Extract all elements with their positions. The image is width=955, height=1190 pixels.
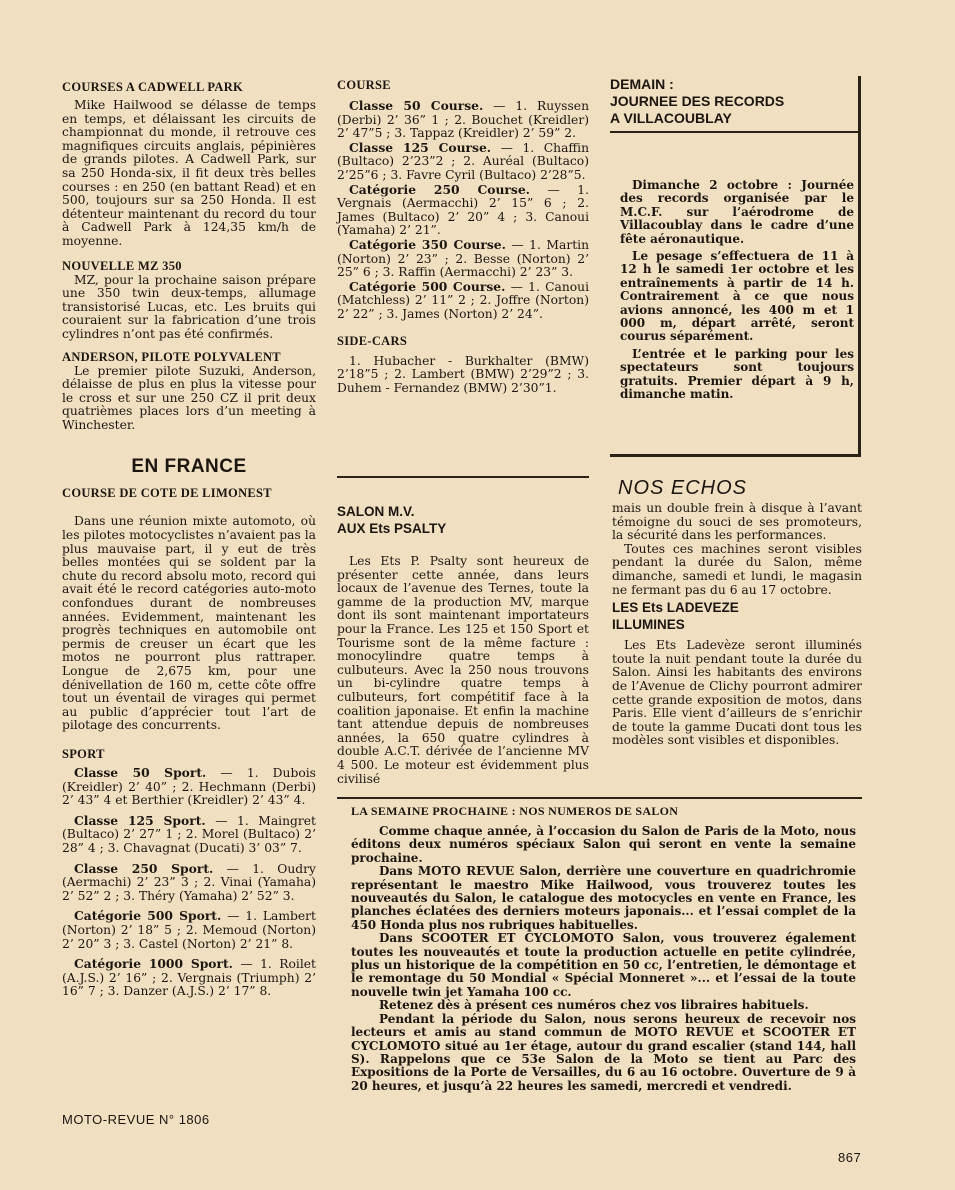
course-result: Classe 125 Course. — 1. Chaffin (Bultaco) 2’23”2 ; 2. Auréal (Bultaco) 2’25”6 ; 3. Favre Cyril (Bultaco) 2’28”5. [337,139,589,182]
sport-result: Classe 50 Sport. — 1. Dubois (Kreidler) 2’ 40” ; 2. Hechmann (Derbi) 2’ 43” 4 et Berthier (Kreidler) 2’ 43” 4. [62,764,316,808]
sidecars-heading: SIDE-CARS [337,333,408,348]
course-result: Catégorie 500 Course. — 1. Canoui (Matchless) 2’ 11” 2 ; 2. Joffre (Norton) 2’ 22” ; 3. James (Norton) 2’ 24”. [337,278,590,321]
demain-p2: Le pesage s’effectuera de 11 à 12 h le samedi 1er octobre et les entraînements à partir de 14 h. Contrairement à ce que nous avions annoncé, les 400 m et 1 000 m, départ arrêté, seront courus séparément. [620,249,854,344]
ladeveze-heading-2: ILLUMINES [612,617,685,633]
limonest-heading: COURSE DE COTE DE LIMONEST [62,486,272,501]
sport-result: Catégorie 1000 Sport. — 1. Roilet (A.J.S.) 2’ 16” ; 2. Vergnais (Triumph) 2’ 16” 7 ; 3. Danzer (A.J.S.) 2’ 17” 8. [62,956,316,999]
anderson-heading: ANDERSON, PILOTE POLYVALENT [62,349,281,364]
magazine-footer: MOTO-REVUE N° 1806 [62,1112,210,1127]
echos-p2: Toutes ces machines seront visibles pendant la durée du Salon, même dimanche, samedi et lundi, le magasin ne fermant pas du 6 au 17 octobre. [612,541,862,597]
salon-heading-2: AUX Ets PSALTY [337,521,447,536]
anderson-text: Le premier pilote Suzuki, Anderson, délaisse de plus en plus la vitesse pour le cross et sur une 250 CZ il prit deux quatrièmes places lors d’un meeting à Winchester. [62,363,316,432]
semaine-p4: Retenez dès à présent ces numéros chez vos libraires habituels. [379,998,809,1013]
sport-result: Catégorie 500 Sport. — 1. Lambert (Norton) 2’ 18” 5 ; 2. Memoud (Norton) 2’ 20” 3 ; 3. Castel (Norton) 2’ 21” 8. [62,908,316,951]
cadwell-text: Mike Hailwood se délasse de temps en temps, et délaissant les circuits de championnat du monde, il retrouve ces magnifiques circuits anglais, pépinières de grands pilotes. A Cadwell Park, sur sa 250 Honda-six, il fit deux très belles courses : en 250 (en battant Read) et en 500, toujours sur sa 250 Honda. Il est détenteur maintenant du record du tour à Cadwell Park à 124,35 km/h de moyenne. [62,98,316,248]
semaine-p5: Pendant la période du Salon, nous serons heureux de recevoir nos lecteurs et amis au stand commun de MOTO REVUE et SCOOTER ET CYCLOMOTO situé au 1er étage, autour du grand escalier (stand 144, hall S). Rappelons que ce 53e Salon de la Moto se tient au Parc des Expositions de la Porte de Versailles, du 6 au 16 octobre. Ouverture de 9 à 20 heures, et jusqu’à 22 heures les samedi, mercredi et vendredi. [351,1011,856,1093]
ladeveze-heading-1: LES Ets LADEVEZE [612,600,739,616]
demain-body [610,133,858,402]
limonest-text: Dans une réunion mixte automoto, où les pilotes motocyclistes n’avaient pas la plus mauvaise part, il y eut de très belles montées qui se soldent par la chute du record absolu moto, record qui avait été le record catégories auto-moto confondues durant de nombreuses années. Evidemment, maintenant les progrès techniques en automobile ont permis de creuser un écart que les motos ne pourront plus rattraper. Longue de 2,675 km, pour une dénivellation de 160 m, cette côte offre tout un éventail de virages qui permet au public d’apprécier tout l’art de pilotage des concurrents. [62,514,316,733]
salon-mv-article [337,503,589,786]
course-heading: COURSE [337,78,391,92]
column-left [62,80,316,999]
course-result: Catégorie 250 Course. — 1. Vergnais (Aermacchi) 2’ 15” 6 ; 2. James (Bultaco) 2’ 20” 4 ; 3. Canoui (Yamaha) 2’ 21”. [337,181,589,238]
echos-p1: mais un double frein à disque à l’avant témoigne du souci de ses promoteurs, la sécurité dans les performances. [612,501,862,543]
demain-heading-1: DEMAIN : [610,76,674,92]
semaine-p3: Dans SCOOTER ET CYCLOMOTO Salon, vous trouverez également toutes les nouveautés et toute la production actuelle en petite cylindrée, plus un historique de la compétition en 50 cc, l’entretien, le démontage et le remontage du 50 Mondial « Spécial Monneret »... et l’essai de la toute nouvelle twin jet Yamaha 100 cc. [351,931,856,999]
mz-heading: NOUVELLE MZ 350 [62,258,182,273]
sport-result: Classe 250 Sport. — 1. Oudry (Aermachi) 2’ 23” 3 ; 2. Vinai (Yamaha) 2’ 52” 2 ; 3. Théry (Yamaha) 2’ 52” 3. [62,860,316,903]
page-number: 867 [838,1150,862,1165]
sport-results [62,766,316,999]
salon-text: Les Ets P. Psalty sont heureux de présenter cette année, dans leurs locaux de l’avenue des Ternes, toute la gamme de la production MV, marque dont ils sont maintenant importateurs pour la France. Les 125 et 150 Sport et Tourisme sont de la même facture : monocylindre quatre temps à culbuteurs. Avec la 250 nous trouvons un bi-cylindre quatre temps à culbuteurs, fort compétitif face à la coalition japonaise. Et enfin la machine tant attendue depuis de nombreuses années, la 650 quatre cylindres à double A.C.T. dérivée de l’ancienne MV 4 500. Le moteur est évidemment plus civilisé [337,554,589,786]
demain-p1: Dimanche 2 octobre : Journée des records organisée par le M.C.F. sur l’aérodrome de Villacoublay dans le cadre d’une fête aéronautique. [620,178,854,246]
sport-heading: SPORT [62,746,105,761]
demain-heading-3: A VILLACOUBLAY [610,110,732,126]
sidecars-text: 1. Hubacher - Burkhalter (BMW) 2’18”5 ; 2. Lambert (BMW) 2’29”2 ; 3. Duhem - Fernandez (BMW) 2’30”1. [337,353,589,395]
nos-echos-heading: NOS ECHOS [618,477,748,499]
semaine-p1: Comme chaque année, à l’occasion du Salon de Paris de la Moto, nous éditons deux numéros spéciaux Salon qui seront en vente la semaine prochaine. [351,824,856,865]
divider-bottom [337,797,862,799]
cadwell-heading: COURSES A CADWELL PARK [62,80,244,94]
salon-heading-1: SALON M.V. [337,504,415,519]
column-right-echos [612,477,862,748]
demain-box [610,76,861,457]
mz-text: MZ, pour la prochaine saison prépare une 350 twin deux-temps, allumage transistorisé Lucas, etc. Les bruits qui couraient sur la fabrication d’une trois cylindres n’ont pas été confirmés. [62,272,316,341]
semaine-p2: Dans MOTO REVUE Salon, derrière une couverture en quadrichromie représentant le maestro Mike Hailwood, vous trouverez toutes les nouveautés du Salon, le catalogue des motocycles en vente en France, les planches éclatées des derniers moteurs japonais... et l’essai complet de la 450 Honda plus nos rubriques habituelles. [351,864,856,932]
ladeveze-text: Les Ets Ladevèze seront illuminés toute la nuit pendant toute la durée du Salon. Ainsi les habitants des environs de l’Avenue de Clichy pourront admirer cette grande exposition de motos, dans Paris. Elle vient d’ailleurs de s’enrichir de toute la gamme Ducati dont tous les modèles sont visibles et disponibles. [612,638,862,748]
demain-heading-2: JOURNEE DES RECORDS [610,93,785,109]
en-france-heading: EN FRANCE [131,456,247,478]
semaine-heading: LA SEMAINE PROCHAINE : NOS NUMEROS DE SALON [351,804,679,818]
demain-p3: L’entrée et le parking pour les spectateurs sont toujours gratuits. Premier départ à 9 h, dimanche matin. [620,346,854,402]
column-middle-top [337,78,589,395]
course-result: Classe 50 Course. — 1. Ruyssen (Derbi) 2’ 36” 1 ; 2. Bouchet (Kreidler) 2’ 47”5 ; 3. Tappaz (Kreidler) 2’ 59” 2. [337,98,589,141]
sport-result: Classe 125 Sport. — 1. Maingret (Bultaco) 2’ 27” 1 ; 2. Morel (Bultaco) 2’ 28” 4 ; 3. Chavagnat (Ducati) 3’ 03” 7. [62,812,316,855]
divider-middle [337,476,589,478]
course-result: Catégorie 350 Course. — 1. Martin (Norton) 2’ 23” ; 2. Besse (Norton) 2’ 25” 6 ; 3. Raffin (Aermacchi) 2’ 23” 3. [337,236,589,280]
semaine-prochaine-article [351,804,856,1093]
